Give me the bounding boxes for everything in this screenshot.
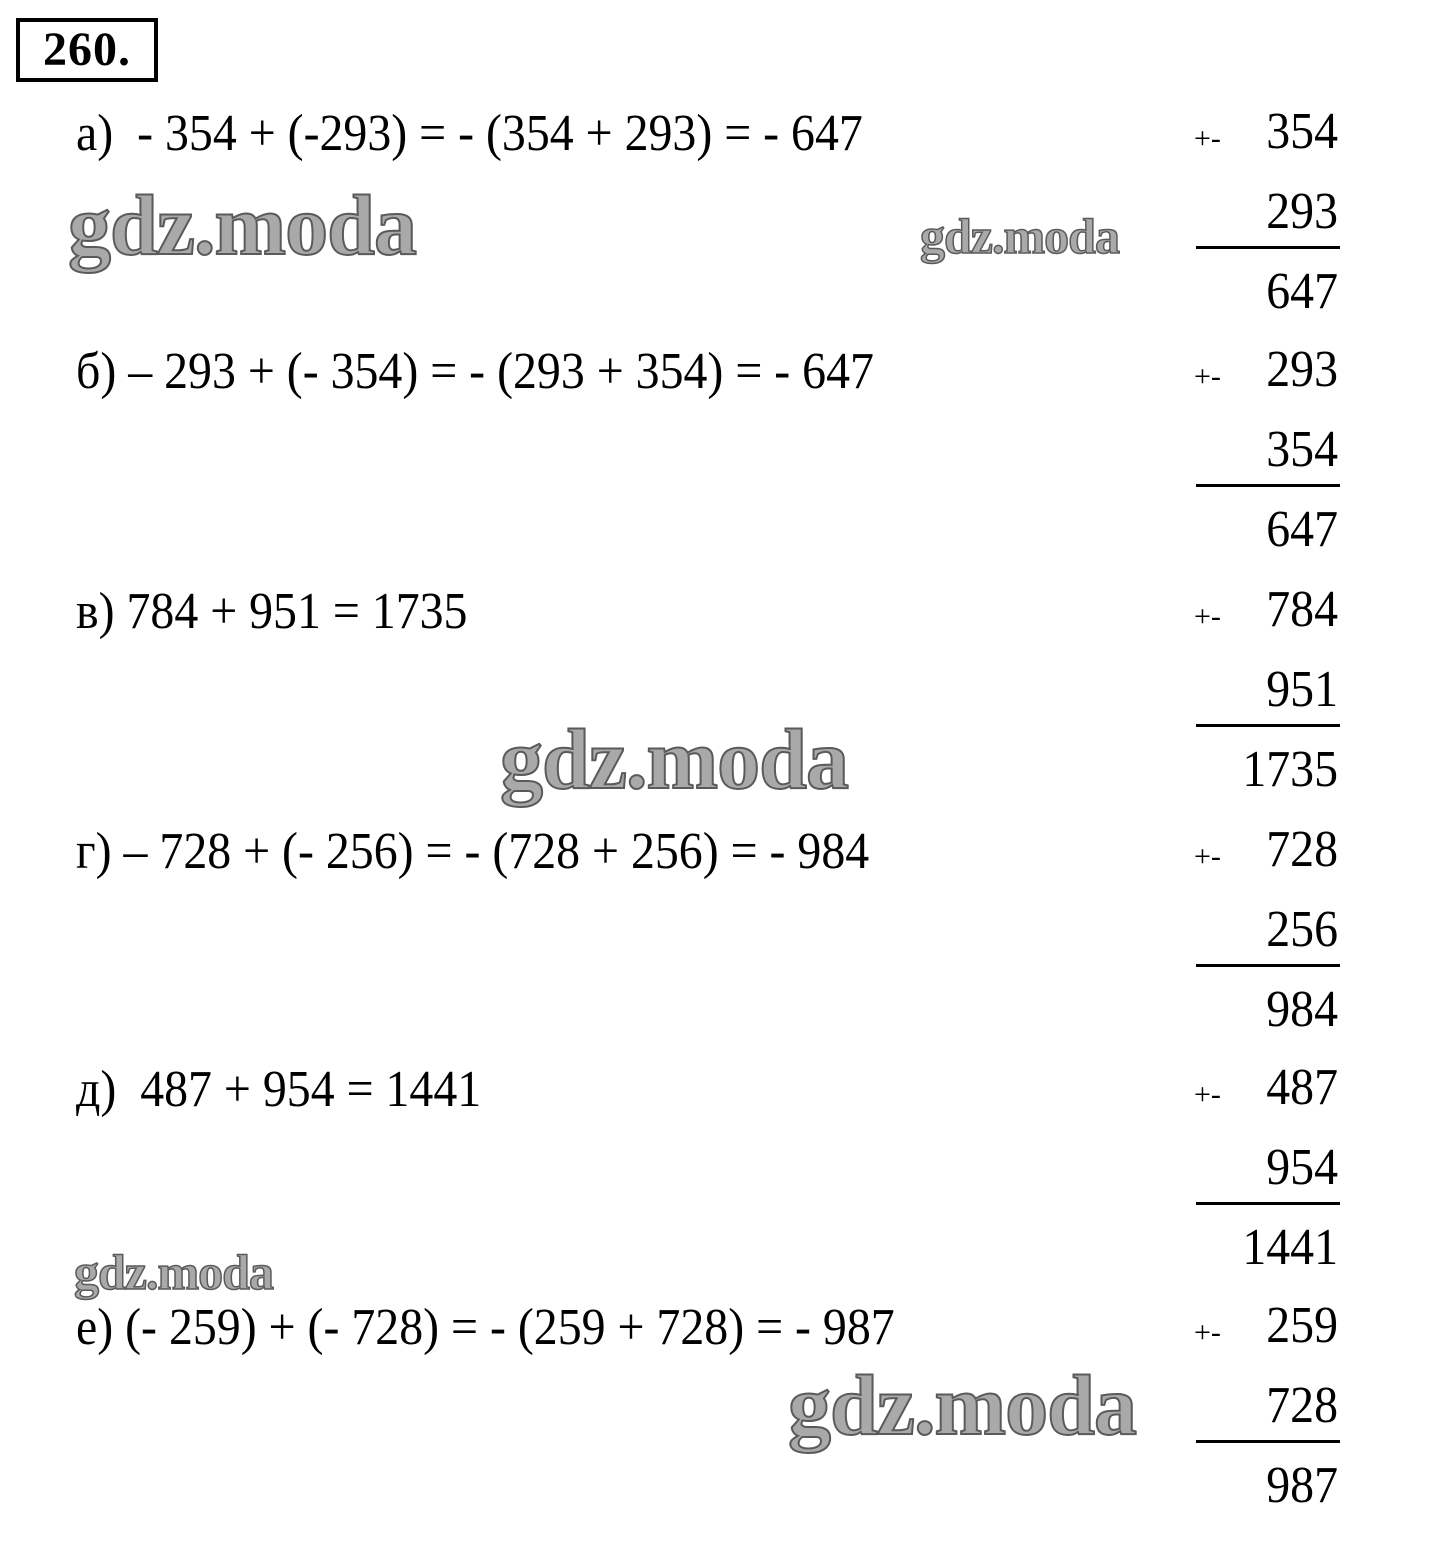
column-sum-line bbox=[1196, 1202, 1340, 1205]
column-top-addend: 784 bbox=[1266, 581, 1338, 638]
column-sum-line bbox=[1196, 484, 1340, 487]
column-bottom-addend: 728 bbox=[1266, 1377, 1338, 1434]
column-operator: +- bbox=[1194, 1316, 1221, 1349]
column-addition-g bbox=[1190, 822, 1342, 1062]
equation-e: е) (- 259) + (- 728) = - (259 + 728) = - 987 bbox=[76, 1299, 895, 1356]
column-sum-line bbox=[1196, 1440, 1340, 1443]
column-sum: 1735 bbox=[1242, 741, 1338, 798]
column-top-addend: 293 bbox=[1266, 341, 1338, 398]
column-operator: +- bbox=[1194, 122, 1221, 155]
column-bottom-addend: 256 bbox=[1266, 901, 1338, 958]
column-operator: +- bbox=[1194, 360, 1221, 393]
column-sum: 647 bbox=[1266, 501, 1338, 558]
column-addition-e bbox=[1190, 1298, 1342, 1538]
equation-d: д) 487 + 954 = 1441 bbox=[76, 1061, 482, 1118]
column-sum-line bbox=[1196, 246, 1340, 249]
equation-a: а) - 354 + (-293) = - (354 + 293) = - 647 bbox=[76, 105, 863, 162]
column-top-addend: 487 bbox=[1266, 1059, 1338, 1116]
column-bottom-addend: 954 bbox=[1266, 1139, 1338, 1196]
watermark: gdz.moda bbox=[920, 208, 1119, 264]
column-operator: +- bbox=[1194, 1078, 1221, 1111]
column-top-addend: 728 bbox=[1266, 821, 1338, 878]
column-sum-line bbox=[1196, 724, 1340, 727]
watermark: gdz.moda bbox=[68, 177, 416, 273]
column-addition-d bbox=[1190, 1060, 1342, 1300]
column-bottom-addend: 293 bbox=[1266, 183, 1338, 240]
watermark: gdz.moda bbox=[74, 1244, 273, 1300]
equation-v: в) 784 + 951 = 1735 bbox=[76, 583, 468, 640]
column-sum: 984 bbox=[1266, 981, 1338, 1038]
watermark: gdz.moda bbox=[500, 711, 848, 807]
column-sum: 647 bbox=[1266, 263, 1338, 320]
equation-b: б) – 293 + (- 354) = - (293 + 354) = - 647 bbox=[76, 343, 874, 400]
column-top-addend: 259 bbox=[1266, 1297, 1338, 1354]
column-addition-b bbox=[1190, 342, 1342, 582]
column-sum: 1441 bbox=[1242, 1219, 1338, 1276]
problem-number: 260. bbox=[16, 18, 158, 82]
column-top-addend: 354 bbox=[1266, 103, 1338, 160]
column-operator: +- bbox=[1194, 840, 1221, 873]
column-operator: +- bbox=[1194, 600, 1221, 633]
watermark: gdz.moda bbox=[788, 1357, 1136, 1453]
column-addition-a bbox=[1190, 104, 1342, 344]
column-sum-line bbox=[1196, 964, 1340, 967]
column-bottom-addend: 951 bbox=[1266, 661, 1338, 718]
column-addition-v bbox=[1190, 582, 1342, 822]
equation-g: г) – 728 + (- 256) = - (728 + 256) = - 984 bbox=[76, 823, 870, 880]
column-sum: 987 bbox=[1266, 1457, 1338, 1514]
column-bottom-addend: 354 bbox=[1266, 421, 1338, 478]
